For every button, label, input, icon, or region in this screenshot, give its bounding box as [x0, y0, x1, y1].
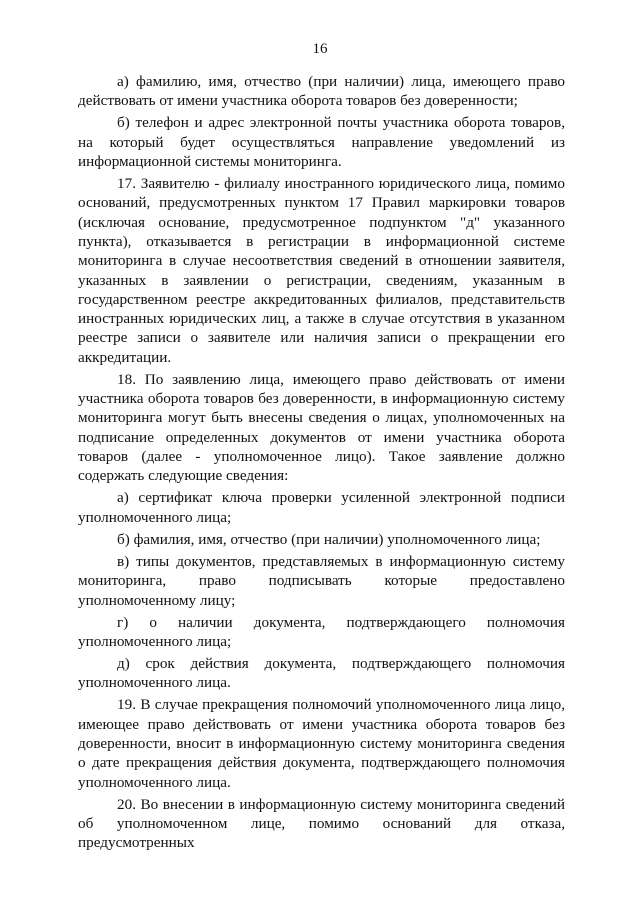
paragraph-18-e: д) срок действия документа, подтверждающего полномочия уполномоченного лица.	[78, 654, 565, 692]
paragraph-19: 19. В случае прекращения полномочий уполномоченного лица лицо, имеющее право действовать от имени участника оборота товаров без доверенности, вносит в информационную систему мониторинга сведения о дате прекращения действия документа, подтверждающего полномочия уполномоченного лица.	[78, 696, 565, 791]
paragraph-18-a: а) сертификат ключа проверки усиленной электронной подписи уполномоченного лица;	[78, 489, 565, 526]
paragraph-b-contacts: б) телефон и адрес электронной почты участника оборота товаров, на который будет осуществляться направление уведомлений из информационной системы мониторинга.	[78, 114, 565, 170]
paragraph-17: 17. Заявителю - филиалу иностранного юридического лица, помимо оснований, предусмотренных пунктом 17 Правил маркировки товаров (исключая основание, предусмотренное подпунктом "д" указанного пункта), отказывается в регистрации в информационной системе мониторинга в случае несоответствия сведений в отношении заявителя, указанных в заявлении о регистрации, сведениям, указанным в государственном реестре аккредитованных филиалов, представительств иностранных юридических лиц, а также в случае отсутствия в указанном реестре записи о заявителе или наличия записи о прекращении его аккредитации.	[78, 175, 565, 366]
page-number: 16	[312, 41, 328, 57]
paragraph-a-full-name: а) фамилию, имя, отчество (при наличии) лица, имеющего право действовать от имени участника оборота товаров без доверенности;	[78, 73, 565, 110]
paragraph-18-d: г) о наличии документа, подтверждающего полномочия уполномоченного лица;	[78, 613, 565, 650]
paragraph-18-b: б) фамилия, имя, отчество (при наличии) уполномоченного лица;	[117, 530, 541, 548]
paragraph-18: 18. По заявлению лица, имеющего право действовать от имени участника оборота товаров без доверенности, в информационную систему мониторинга могут быть внесены сведения о лицах, уполномоченных на подписание определенных документов от имени участника оборота товаров (далее - уполномоченное лицо). Такое заявление должно содержать следующие сведения:	[78, 370, 565, 485]
paragraph-18-c: в) типы документов, представляемых в информационную систему мониторинга, право подписывать которые предоставлено уполномоченному лицу;	[78, 552, 565, 609]
paragraph-20: 20. Во внесении в информационную систему мониторинга сведений об уполномоченном лице, помимо оснований для отказа, предусмотренных	[78, 795, 565, 852]
document-body	[78, 72, 565, 853]
